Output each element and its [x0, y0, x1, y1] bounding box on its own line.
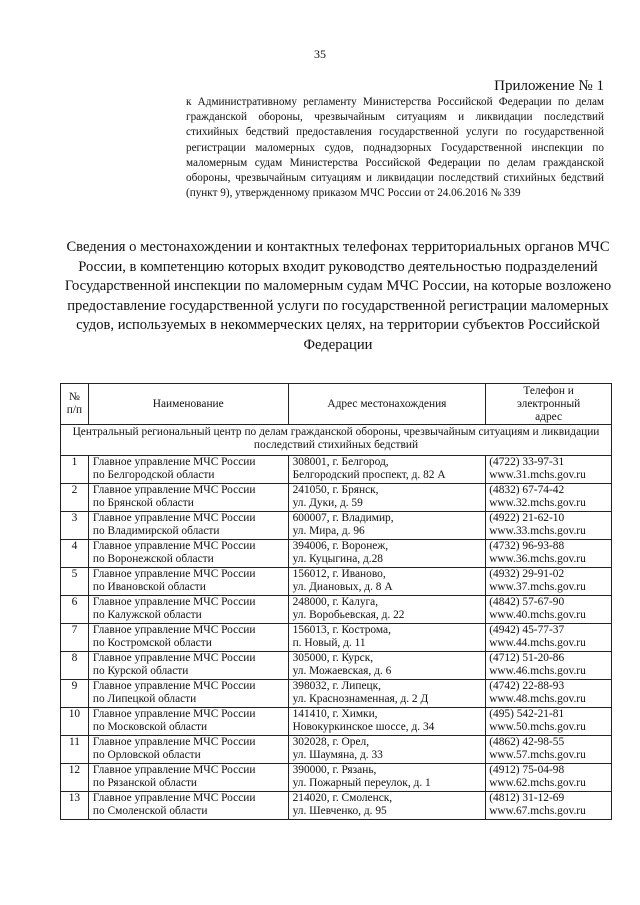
row-phone: (4942) 45-77-37	[489, 624, 565, 636]
row-address-line2: Белгородский проспект, д. 82 А	[292, 469, 446, 481]
row-site: www.33.mchs.gov.ru	[489, 525, 586, 537]
row-number: 8	[61, 652, 89, 680]
row-contact	[486, 456, 612, 484]
header-contact	[486, 384, 612, 425]
row-site: www.32.mchs.gov.ru	[489, 497, 586, 509]
row-address	[288, 568, 486, 596]
row-contact	[486, 708, 612, 736]
row-name	[88, 652, 288, 680]
row-name	[88, 456, 288, 484]
row-address-line2: ул. Шевченко, д. 95	[292, 805, 387, 817]
row-name-line1: Главное управление МЧС России	[92, 652, 256, 664]
row-phone: (4842) 57-67-90	[489, 596, 565, 608]
row-address-line2: ул. Дуки, д. 59	[292, 497, 363, 509]
row-name-line1: Главное управление МЧС России	[92, 764, 256, 776]
row-contact	[486, 736, 612, 764]
row-number: 10	[61, 708, 89, 736]
row-address-line1: 241050, г. Брянск,	[292, 484, 379, 496]
row-address-line2: ул. Пожарный переулок, д. 1	[292, 777, 431, 789]
row-address-line2: ул. Можаевская, д. 6	[292, 665, 392, 677]
row-name	[88, 540, 288, 568]
row-number: 6	[61, 596, 89, 624]
row-name-line2: по Белгородской области	[92, 469, 215, 481]
header-num	[61, 384, 89, 425]
region-row	[61, 425, 612, 456]
header-num-line2: п/п	[66, 404, 83, 416]
row-name-line1: Главное управление МЧС России	[92, 568, 256, 580]
row-site: www.46.mchs.gov.ru	[489, 665, 586, 677]
row-name-line2: по Липецкой области	[92, 693, 197, 705]
row-address-line1: 302028, г. Орел,	[292, 736, 370, 748]
row-site: www.37.mchs.gov.ru	[489, 581, 586, 593]
row-name-line2: по Смоленской области	[92, 805, 208, 817]
row-phone: (4862) 42-98-55	[489, 736, 565, 748]
row-address-line1: 600007, г. Владимир,	[292, 512, 394, 524]
row-name-line1: Главное управление МЧС России	[92, 708, 256, 720]
row-address-line2: ул. Шаумяна, д. 33	[292, 749, 383, 761]
row-number: 1	[61, 456, 89, 484]
row-number: 2	[61, 484, 89, 512]
row-number: 11	[61, 736, 89, 764]
row-address-line2: ул. Мира, д. 96	[292, 525, 365, 537]
row-name	[88, 512, 288, 540]
table-row	[61, 624, 612, 652]
row-name-line2: по Ивановской области	[92, 581, 206, 593]
row-address-line1: 214020, г. Смоленск,	[292, 792, 393, 804]
row-address	[288, 652, 486, 680]
row-site: www.48.mchs.gov.ru	[489, 693, 586, 705]
row-address	[288, 792, 486, 820]
row-phone: (495) 542-21-81	[489, 708, 565, 720]
row-number: 7	[61, 624, 89, 652]
header-num-line1: №	[69, 391, 80, 403]
row-number: 3	[61, 512, 89, 540]
row-name	[88, 568, 288, 596]
table-row	[61, 736, 612, 764]
row-name-line2: по Курской области	[92, 665, 189, 677]
row-contact	[486, 512, 612, 540]
row-contact	[486, 680, 612, 708]
row-phone: (4832) 67-74-42	[489, 484, 565, 496]
row-contact	[486, 568, 612, 596]
table-row	[61, 484, 612, 512]
row-name-line2: по Московской области	[92, 721, 208, 733]
row-number: 4	[61, 540, 89, 568]
row-address	[288, 680, 486, 708]
row-address-line2: ул. Диановых, д. 8 А	[292, 581, 393, 593]
page-number: 35	[314, 47, 326, 61]
document-heading: Сведения о местонахождении и контактных телефонах территориальных органов МЧС России, в компетенцию которых входит руководство деятельностью подразделений Государственной инспекции по маломерным судам МЧС России, на которые возложено предоставление государственной услуги по государственной регистрации маломерных судов, используемых в некоммерческих целях, на территории субъектов Российской Федерации	[64, 239, 612, 353]
row-address	[288, 596, 486, 624]
row-address	[288, 736, 486, 764]
row-phone: (4932) 29-91-02	[489, 568, 565, 580]
row-site: www.62.mchs.gov.ru	[489, 777, 586, 789]
row-name-line1: Главное управление МЧС России	[92, 456, 256, 468]
row-name-line2: по Калужской области	[92, 609, 202, 621]
table-row	[61, 568, 612, 596]
row-site: www.36.mchs.gov.ru	[489, 553, 586, 565]
row-phone: (4732) 96-93-88	[489, 540, 565, 552]
row-name-line2: по Орловской области	[92, 749, 201, 761]
row-address	[288, 764, 486, 792]
row-name-line2: по Воронежской области	[92, 553, 214, 565]
row-contact	[486, 540, 612, 568]
row-contact	[486, 484, 612, 512]
header-contact-line1: Телефон и	[523, 384, 574, 397]
row-address-line2: Новокуркинское шоссе, д. 34	[292, 721, 435, 733]
appendix-title: Приложение № 1	[494, 78, 604, 94]
header-contact-line3: адрес	[535, 410, 563, 423]
header-address: Адрес местонахождения	[288, 384, 486, 425]
table-row	[61, 792, 612, 820]
row-name-line1: Главное управление МЧС России	[92, 792, 256, 804]
region-header: Центральный региональный центр по делам гражданской обороны, чрезвычайным ситуациям и ликвидации последствий стихийных бедствий	[61, 425, 612, 456]
row-site: www.67.mchs.gov.ru	[489, 805, 586, 817]
row-site: www.44.mchs.gov.ru	[489, 637, 586, 649]
row-address-line2: ул. Воробьевская, д. 22	[292, 609, 405, 621]
row-name-line1: Главное управление МЧС России	[92, 512, 256, 524]
row-site: www.31.mchs.gov.ru	[489, 469, 586, 481]
row-name-line2: по Костромской области	[92, 637, 212, 649]
contacts-table	[60, 383, 612, 820]
row-name-line2: по Рязанской области	[92, 777, 198, 789]
row-phone: (4722) 33-97-31	[489, 456, 565, 468]
row-address	[288, 624, 486, 652]
row-number: 13	[61, 792, 89, 820]
row-number: 12	[61, 764, 89, 792]
row-contact	[486, 764, 612, 792]
row-address-line1: 156012, г. Иваново,	[292, 568, 386, 580]
row-name-line1: Главное управление МЧС России	[92, 624, 256, 636]
row-address-line1: 248000, г. Калуга,	[292, 596, 379, 608]
row-name-line1: Главное управление МЧС России	[92, 596, 256, 608]
row-contact	[486, 792, 612, 820]
row-number: 9	[61, 680, 89, 708]
row-name-line1: Главное управление МЧС России	[92, 736, 256, 748]
row-address-line1: 390000, г. Рязань,	[292, 764, 377, 776]
row-name	[88, 708, 288, 736]
table-row	[61, 512, 612, 540]
row-name-line1: Главное управление МЧС России	[92, 680, 256, 692]
table-row	[61, 652, 612, 680]
row-address-line2: ул. Куцыгина, д.28	[292, 553, 383, 565]
table-header-row	[61, 384, 612, 425]
row-phone: (4922) 21-62-10	[489, 512, 565, 524]
row-name	[88, 736, 288, 764]
row-name	[88, 680, 288, 708]
table-row	[61, 764, 612, 792]
row-address-line1: 394006, г. Воронеж,	[292, 540, 389, 552]
row-address	[288, 708, 486, 736]
row-name-line2: по Владимирской области	[92, 525, 220, 537]
table-row	[61, 680, 612, 708]
row-name	[88, 624, 288, 652]
row-site: www.50.mchs.gov.ru	[489, 721, 586, 733]
row-name	[88, 792, 288, 820]
table-row	[61, 456, 612, 484]
row-name-line1: Главное управление МЧС России	[92, 540, 256, 552]
table-row	[61, 540, 612, 568]
row-name-line2: по Брянской области	[92, 497, 194, 509]
row-address-line1: 156013, г. Кострома,	[292, 624, 391, 636]
table-row	[61, 708, 612, 736]
row-phone: (4912) 75-04-98	[489, 764, 565, 776]
row-phone: (4812) 31-12-69	[489, 792, 565, 804]
appendix-text: к Административному регламенту Министерства Российской Федерации по делам гражданской обороны, чрезвычайным ситуациям и ликвидации последствий стихийных бедствий предоставления государственной услуги по государственной регистрации маломерных судов, поднадзорных Государственной инспекции по маломерным судам Министерства Российской Федерации по делам гражданской обороны, чрезвычайным ситуациям и ликвидации последствий стихийных бедствий (пункт 9), утвержденному приказом МЧС России от 24.06.2016 № 339	[186, 96, 604, 200]
row-contact	[486, 596, 612, 624]
row-address-line1: 308001, г. Белгород,	[292, 456, 389, 468]
row-address-line2: п. Новый, д. 11	[292, 637, 366, 649]
row-address-line1: 141410, г. Химки,	[292, 708, 378, 720]
table-row	[61, 596, 612, 624]
header-name: Наименование	[88, 384, 288, 425]
row-contact	[486, 624, 612, 652]
row-phone: (4742) 22-88-93	[489, 680, 565, 692]
row-number: 5	[61, 568, 89, 596]
row-site: www.40.mchs.gov.ru	[489, 609, 586, 621]
row-address-line1: 398032, г. Липецк,	[292, 680, 381, 692]
row-name	[88, 596, 288, 624]
row-name	[88, 484, 288, 512]
row-address	[288, 540, 486, 568]
row-address	[288, 512, 486, 540]
row-address	[288, 456, 486, 484]
row-address	[288, 484, 486, 512]
row-phone: (4712) 51-20-86	[489, 652, 565, 664]
row-name	[88, 764, 288, 792]
header-contact-line2: электронный	[516, 397, 581, 410]
row-contact	[486, 652, 612, 680]
row-address-line2: ул. Краснознаменная, д. 2 Д	[292, 693, 429, 705]
row-name-line1: Главное управление МЧС России	[92, 484, 256, 496]
row-address-line1: 305000, г. Курск,	[292, 652, 374, 664]
row-site: www.57.mchs.gov.ru	[489, 749, 586, 761]
